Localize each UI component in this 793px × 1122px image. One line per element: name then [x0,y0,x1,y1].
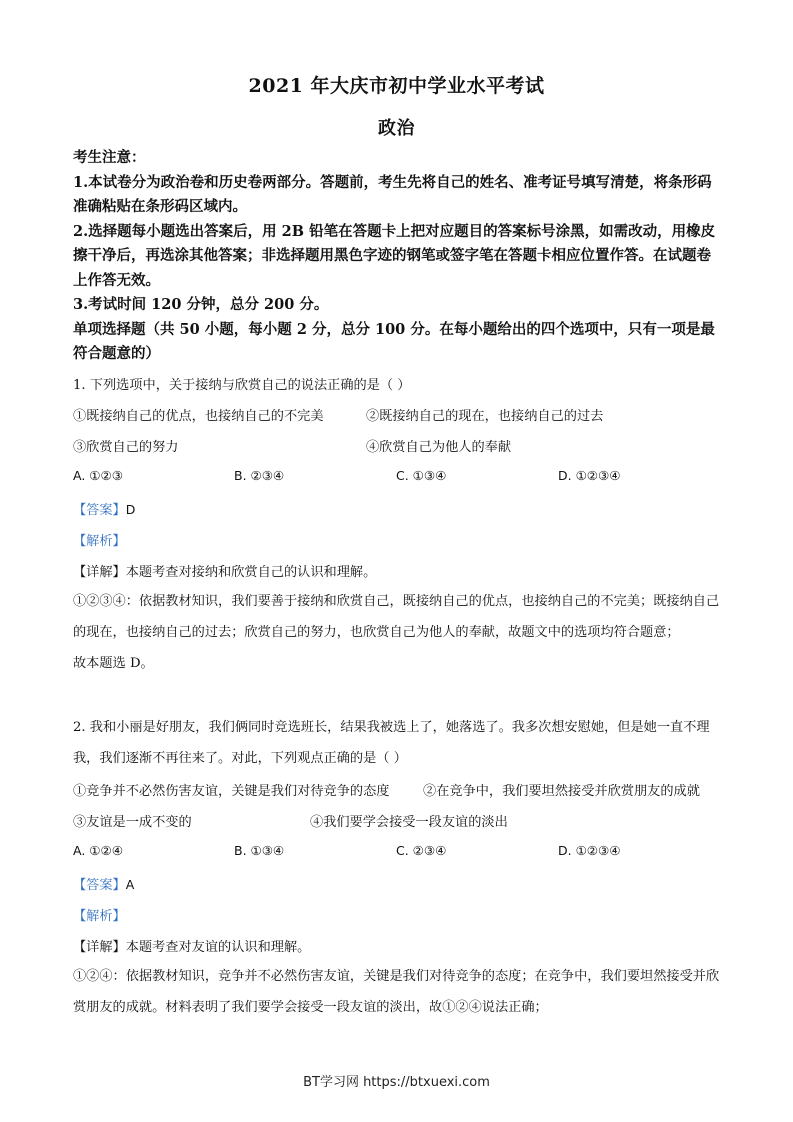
section-heading: 单项选择题（共 50 小题，每小题 2 分，总分 100 分。在每小题给出的四个选项中，只有一项是最符合题意的） [73,320,715,362]
notice-item-1: 1.本试卷分为政治卷和历史卷两部分。答题前，考生先将自己的姓名、准考证号填写清楚，将条形码准确粘贴在条形码区域内。 [73,173,712,215]
q2-explanation-text: ①②④：依据教材知识，竞争并不必然伤害友谊，关键是我们对待竞争的态度；在竞争中，我们要坦然接受并欣赏朋友的成就。材料表明了我们要学会接受一段友谊的淡出，故①②④说法正确； [73,969,720,1015]
q1-option-a: A. ①②③ [73,468,123,483]
q1-explanation [73,586,723,679]
q2-statement-1: ①竞争并不必然伤害友谊，关键是我们对待竞争的态度 [73,784,390,799]
q1-option-b: B. ②③④ [234,468,285,483]
footer-watermark: BT学习网 https://btxuexi.com [303,1075,490,1090]
detail-tag: 【详解】 [73,565,126,580]
exam-subject: 政治 [378,118,415,139]
notice-item-2: 2.选择题每小题选出答案后，用 2B 铅笔在答题卡上把对应题目的答案标号涂黑，如需改动，用橡皮擦干净后，再选涂其他答案；非选择题用黑色字迹的钢笔或签字笔在答题卡相应位置作答。在试题卷上作答无效。 [73,222,716,289]
q1-conclusion: 故本题选 D。 [73,656,154,671]
q1-answer-value: D [125,502,136,517]
q2-explanation [73,961,723,1023]
q1-option-d: D. ①②③④ [558,468,621,483]
q2-statement-2: ②在竞争中，我们要坦然接受并欣赏朋友的成就 [423,784,700,799]
q2-answer [73,874,134,893]
answer-tag: 【答案】 [73,503,126,518]
q2-stem: 2. 我和小丽是好朋友，我们俩同时竞选班长，结果我被选上了，她落选了。我多次想安慰她，但是她一直不理我，我们逐渐不再往来了。对此，下列观点正确的是（ ） [73,720,710,766]
notice-block [73,146,723,367]
detail-tag: 【详解】 [73,940,126,955]
q1-stem: 1. 下列选项中，关于接纳与欣赏自己的说法正确的是（ ） [73,378,411,393]
notice-heading: 考生注意： [73,149,146,166]
q1-statement-4: ④欣赏自己为他人的奉献 [366,440,512,455]
exam-title: 2021 年大庆市初中学业水平考试 [248,75,545,97]
q2-option-c: C. ②③④ [396,843,447,858]
notice-item-3: 3.考试时间 120 分钟，总分 200 分。 [73,296,329,313]
q1-statement-1: ①既接纳自己的优点，也接纳自己的不完美 [73,409,324,424]
q1-explanation-text: ①②③④：依据教材知识，我们要善于接纳和欣赏自己，既接纳自己的优点，也接纳自己的不完美；既接纳自己的现在，也接纳自己的过去；欣赏自己的努力，也欣赏自己为他人的奉献，故题文中的选项均符合题意； [73,594,720,640]
q2-statement-4: ④我们要学会接受一段友谊的淡出 [310,815,508,830]
q2-analysis-tag: 【解析】 [73,909,126,924]
q2-answer-value: A [125,877,135,892]
q1-statement-2: ②既接纳自己的现在，也接纳自己的过去 [366,409,604,424]
q2-detail [73,936,310,955]
q1-option-c: C. ①③④ [396,468,447,483]
answer-tag: 【答案】 [73,878,126,893]
q1-analysis-tag: 【解析】 [73,534,126,549]
q2-statement-3: ③友谊是一成不变的 [73,815,192,830]
q2-option-b: B. ①③④ [234,843,285,858]
q1-detail-text: 本题考查对接纳和欣赏自己的认识和理解。 [125,565,377,580]
q1-detail [73,561,376,580]
q2-option-d: D. ①②③④ [558,843,621,858]
q2-detail-text: 本题考查对友谊的认识和理解。 [125,940,311,955]
q2-option-a: A. ①②④ [73,843,123,858]
q1-answer [73,499,135,518]
q2-stem-block [73,712,723,774]
q1-statement-3: ③欣赏自己的努力 [73,440,179,455]
